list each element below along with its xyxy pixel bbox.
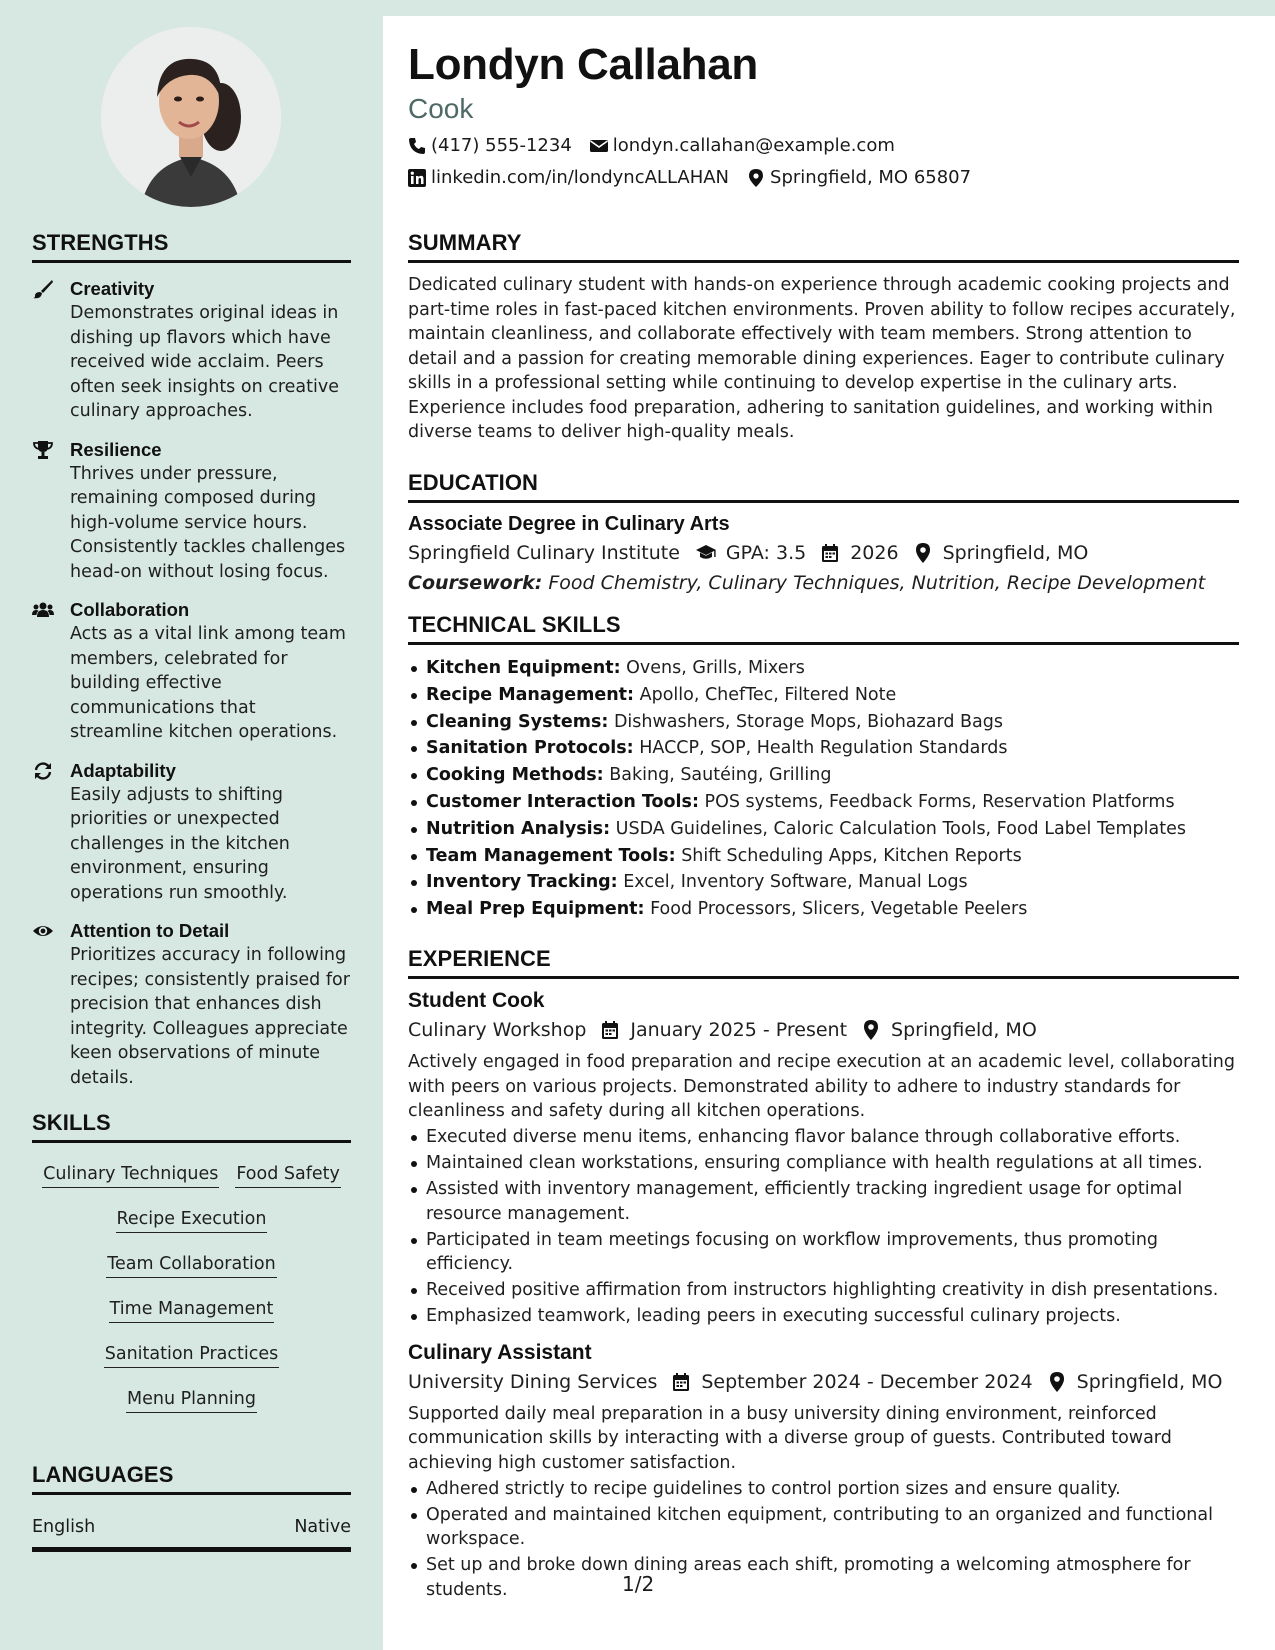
skill-tag: Food Safety xyxy=(235,1163,341,1188)
skill-label: Meal Prep Equipment: xyxy=(426,899,645,920)
skill-label: Customer Interaction Tools: xyxy=(426,791,699,812)
contact-row-2 xyxy=(408,167,971,188)
strength-item xyxy=(32,598,351,745)
education-heading: EDUCATION xyxy=(408,470,1239,503)
list-item: Operated and maintained kitchen equipment, contributing to an organized and functional workspace. xyxy=(426,1503,1239,1552)
page-number: 1/2 xyxy=(622,1572,655,1596)
education-section xyxy=(408,470,1239,594)
technical-skills-list xyxy=(408,655,1239,923)
skill-value: POS systems, Feedback Forms, Reservation Platforms xyxy=(704,791,1175,812)
skill-label: Cooking Methods: xyxy=(426,765,604,786)
skills-heading: SKILLS xyxy=(32,1110,351,1143)
profile-photo xyxy=(101,27,281,207)
strength-description: Acts as a vital link among team members, celebrated for building effective communications that streamline kitchen operations. xyxy=(70,624,346,742)
strength-item xyxy=(32,759,351,906)
list-item xyxy=(426,869,1239,896)
technical-skills-heading: TECHNICAL SKILLS xyxy=(408,612,1239,645)
job-dates: September 2024 - December 2024 xyxy=(701,1370,1033,1393)
brush-icon xyxy=(32,279,54,299)
skill-tag: Sanitation Practices xyxy=(104,1343,279,1368)
summary-section xyxy=(408,230,1239,445)
language-name: English xyxy=(32,1517,96,1537)
phone-text: (417) 555-1234 xyxy=(431,135,572,156)
job-bullets xyxy=(408,1125,1239,1329)
list-item xyxy=(426,709,1239,736)
coursework-label: Coursework: xyxy=(408,572,543,594)
list-item xyxy=(426,843,1239,870)
list-item xyxy=(426,735,1239,762)
technical-skills-section xyxy=(408,612,1239,923)
list-item: Executed diverse menu items, enhancing flavor balance through collaborative efforts. xyxy=(426,1125,1239,1150)
job-dates: January 2025 - Present xyxy=(630,1019,848,1041)
list-item xyxy=(426,655,1239,682)
skill-value: Apollo, ChefTec, Filtered Note xyxy=(639,684,897,705)
skill-label: Inventory Tracking: xyxy=(426,872,618,893)
list-item xyxy=(426,789,1239,816)
eye-icon xyxy=(32,921,54,941)
list-item xyxy=(426,896,1239,923)
sync-icon xyxy=(32,761,54,781)
job-entry xyxy=(408,1341,1239,1603)
skill-tag: Team Collaboration xyxy=(106,1253,276,1278)
strength-item xyxy=(32,919,351,1090)
location-pin-icon xyxy=(747,169,765,187)
skill-value: Baking, Sautéing, Grilling xyxy=(609,765,832,786)
strengths-section xyxy=(32,230,351,1090)
list-item: Participated in team meetings focusing on workflow improvements, thus promoting efficiency. xyxy=(426,1228,1239,1277)
skill-value: Food Processors, Slicers, Vegetable Peelers xyxy=(650,899,1028,920)
job-location: Springfield, MO xyxy=(1076,1370,1223,1393)
school-location: Springfield, MO xyxy=(942,542,1089,564)
calendar-icon xyxy=(671,1372,691,1392)
job-summary: Supported daily meal preparation in a busy university dining environment, reinforced communication skills by interacting with a diverse group of guests. Contributed toward achieving high customer satisfaction. xyxy=(408,1403,1172,1473)
list-item: Received positive affirmation from instructors highlighting creativity in dish presentations. xyxy=(426,1278,1239,1303)
location-pin-icon xyxy=(861,1020,881,1040)
strength-description: Demonstrates original ideas in dishing up flavors which have received wide acclaim. Peers often seek insights on creative culinary approaches. xyxy=(70,303,339,421)
skill-tag: Recipe Execution xyxy=(116,1208,268,1233)
strength-item xyxy=(32,277,351,424)
trophy-icon xyxy=(32,440,54,460)
skill-tag: Menu Planning xyxy=(126,1388,257,1413)
summary-text: Dedicated culinary student with hands-on experience through academic cooking projects and part-time roles in fast-paced kitchen environments. Proven ability to follow recipes accurately, maintain cleanliness, and collaborate effectively with team members. Strong attention to detail and a passion for creating memorable dining experiences. Eager to contribute culinary skills in a professional setting while continuing to develop expertise in the culinary arts. Experience includes food preparation, adhering to sanitation guidelines, and working within diverse teams to deliver high-quality meals. xyxy=(408,275,1236,442)
users-icon xyxy=(32,600,54,620)
list-item: Assisted with inventory management, efficiently tracking ingredient usage for optimal resource management. xyxy=(426,1177,1239,1226)
skill-tag: Culinary Techniques xyxy=(42,1163,219,1188)
job-bullets xyxy=(408,1477,1239,1603)
contact-row xyxy=(408,135,895,156)
strength-item xyxy=(32,438,351,585)
list-item: Maintained clean workstations, ensuring compliance with health regulations at all times. xyxy=(426,1151,1239,1176)
job-org: Culinary Workshop xyxy=(408,1019,587,1041)
avatar xyxy=(101,27,281,207)
skill-label: Sanitation Protocols: xyxy=(426,738,634,759)
skill-value: Excel, Inventory Software, Manual Logs xyxy=(623,872,968,893)
list-item: Adhered strictly to recipe guidelines to control portion sizes and ensure quality. xyxy=(426,1477,1239,1502)
school-name: Springfield Culinary Institute xyxy=(408,542,680,564)
experience-section xyxy=(408,946,1239,1602)
list-item xyxy=(426,762,1239,789)
list-item: Emphasized teamwork, leading peers in executing successful culinary projects. xyxy=(426,1304,1239,1329)
language-level: Native xyxy=(294,1517,351,1537)
candidate-role: Cook xyxy=(408,93,474,124)
job-title: Student Cook xyxy=(408,989,545,1012)
gpa-text: GPA: 3.5 xyxy=(725,542,807,564)
skill-label: Recipe Management: xyxy=(426,684,635,705)
job-entry xyxy=(408,989,1239,1329)
languages-heading: LANGUAGES xyxy=(32,1462,351,1495)
location-text: Springfield, MO 65807 xyxy=(770,167,972,188)
skill-value: Dishwashers, Storage Mops, Biohazard Bags xyxy=(613,711,1003,732)
list-item xyxy=(426,682,1239,709)
phone-icon xyxy=(408,137,426,155)
linkedin-link[interactable]: linkedin.com/in/londyncALLAHAN xyxy=(431,167,730,188)
job-meta xyxy=(408,1371,1239,1393)
job-summary: Actively engaged in food preparation and recipe execution at an academic level, collaborating with peers on various projects. Demonstrated ability to adhere to industry standards for cleanliness and safety during all kitchen operations. xyxy=(408,1052,1235,1121)
education-meta xyxy=(408,542,1239,564)
calendar-icon xyxy=(820,543,840,563)
strength-description: Prioritizes accuracy in following recipes; consistently praised for precision that enhances dish integrity. Colleagues appreciate keen observations of minute details. xyxy=(70,945,350,1088)
location-pin-icon xyxy=(913,543,933,563)
job-meta xyxy=(408,1019,1239,1041)
location-pin-icon xyxy=(1047,1372,1067,1392)
strength-title: Collaboration xyxy=(70,599,190,620)
skill-value: HACCP, SOP, Health Regulation Standards xyxy=(639,738,1008,759)
skill-label: Nutrition Analysis: xyxy=(426,818,611,839)
list-item: Set up and broke down dining areas each shift, promoting a welcoming atmosphere for students. xyxy=(426,1553,1239,1602)
experience-heading: EXPERIENCE xyxy=(408,946,1239,979)
strength-description: Thrives under pressure, remaining composed during high-volume service hours. Consistently tackles challenges head-on without losing focus. xyxy=(70,463,346,582)
list-item xyxy=(426,816,1239,843)
skills-list xyxy=(32,1153,351,1423)
email-link[interactable]: londyn.callahan@example.com xyxy=(612,135,895,156)
languages-section xyxy=(32,1462,351,1552)
degree-title: Associate Degree in Culinary Arts xyxy=(408,513,730,535)
job-location: Springfield, MO xyxy=(891,1019,1037,1041)
skill-value: Shift Scheduling Apps, Kitchen Reports xyxy=(681,845,1022,866)
coursework-line xyxy=(408,572,1239,594)
email-icon xyxy=(590,137,608,155)
strength-title: Adaptability xyxy=(70,759,176,781)
strength-description: Easily adjusts to shifting priorities or unexpected challenges in the kitchen environment, ensuring operations run smoothly. xyxy=(70,784,290,903)
language-row xyxy=(32,1517,351,1552)
job-org: University Dining Services xyxy=(408,1370,658,1393)
skill-value: USDA Guidelines, Caloric Calculation Tools, Food Label Templates xyxy=(615,818,1186,839)
skill-tag: Time Management xyxy=(109,1298,275,1323)
skill-label: Cleaning Systems: xyxy=(426,711,609,732)
candidate-name: Londyn Callahan xyxy=(408,40,758,89)
strength-title: Attention to Detail xyxy=(70,920,230,941)
job-title: Culinary Assistant xyxy=(408,1340,592,1364)
skills-section xyxy=(32,1110,351,1423)
coursework-list: Food Chemistry, Culinary Techniques, Nutrition, Recipe Development xyxy=(548,572,1206,594)
strength-title: Creativity xyxy=(70,278,155,299)
skill-label: Kitchen Equipment: xyxy=(426,658,621,678)
calendar-icon xyxy=(600,1020,620,1040)
graduation-year: 2026 xyxy=(850,542,899,564)
linkedin-icon xyxy=(408,169,426,187)
summary-heading: SUMMARY xyxy=(408,230,1239,263)
strength-title: Resilience xyxy=(70,438,162,460)
graduation-cap-icon xyxy=(694,543,718,563)
skill-value: Ovens, Grills, Mixers xyxy=(626,658,805,678)
strengths-heading: STRENGTHS xyxy=(32,230,351,263)
skill-label: Team Management Tools: xyxy=(426,845,676,866)
